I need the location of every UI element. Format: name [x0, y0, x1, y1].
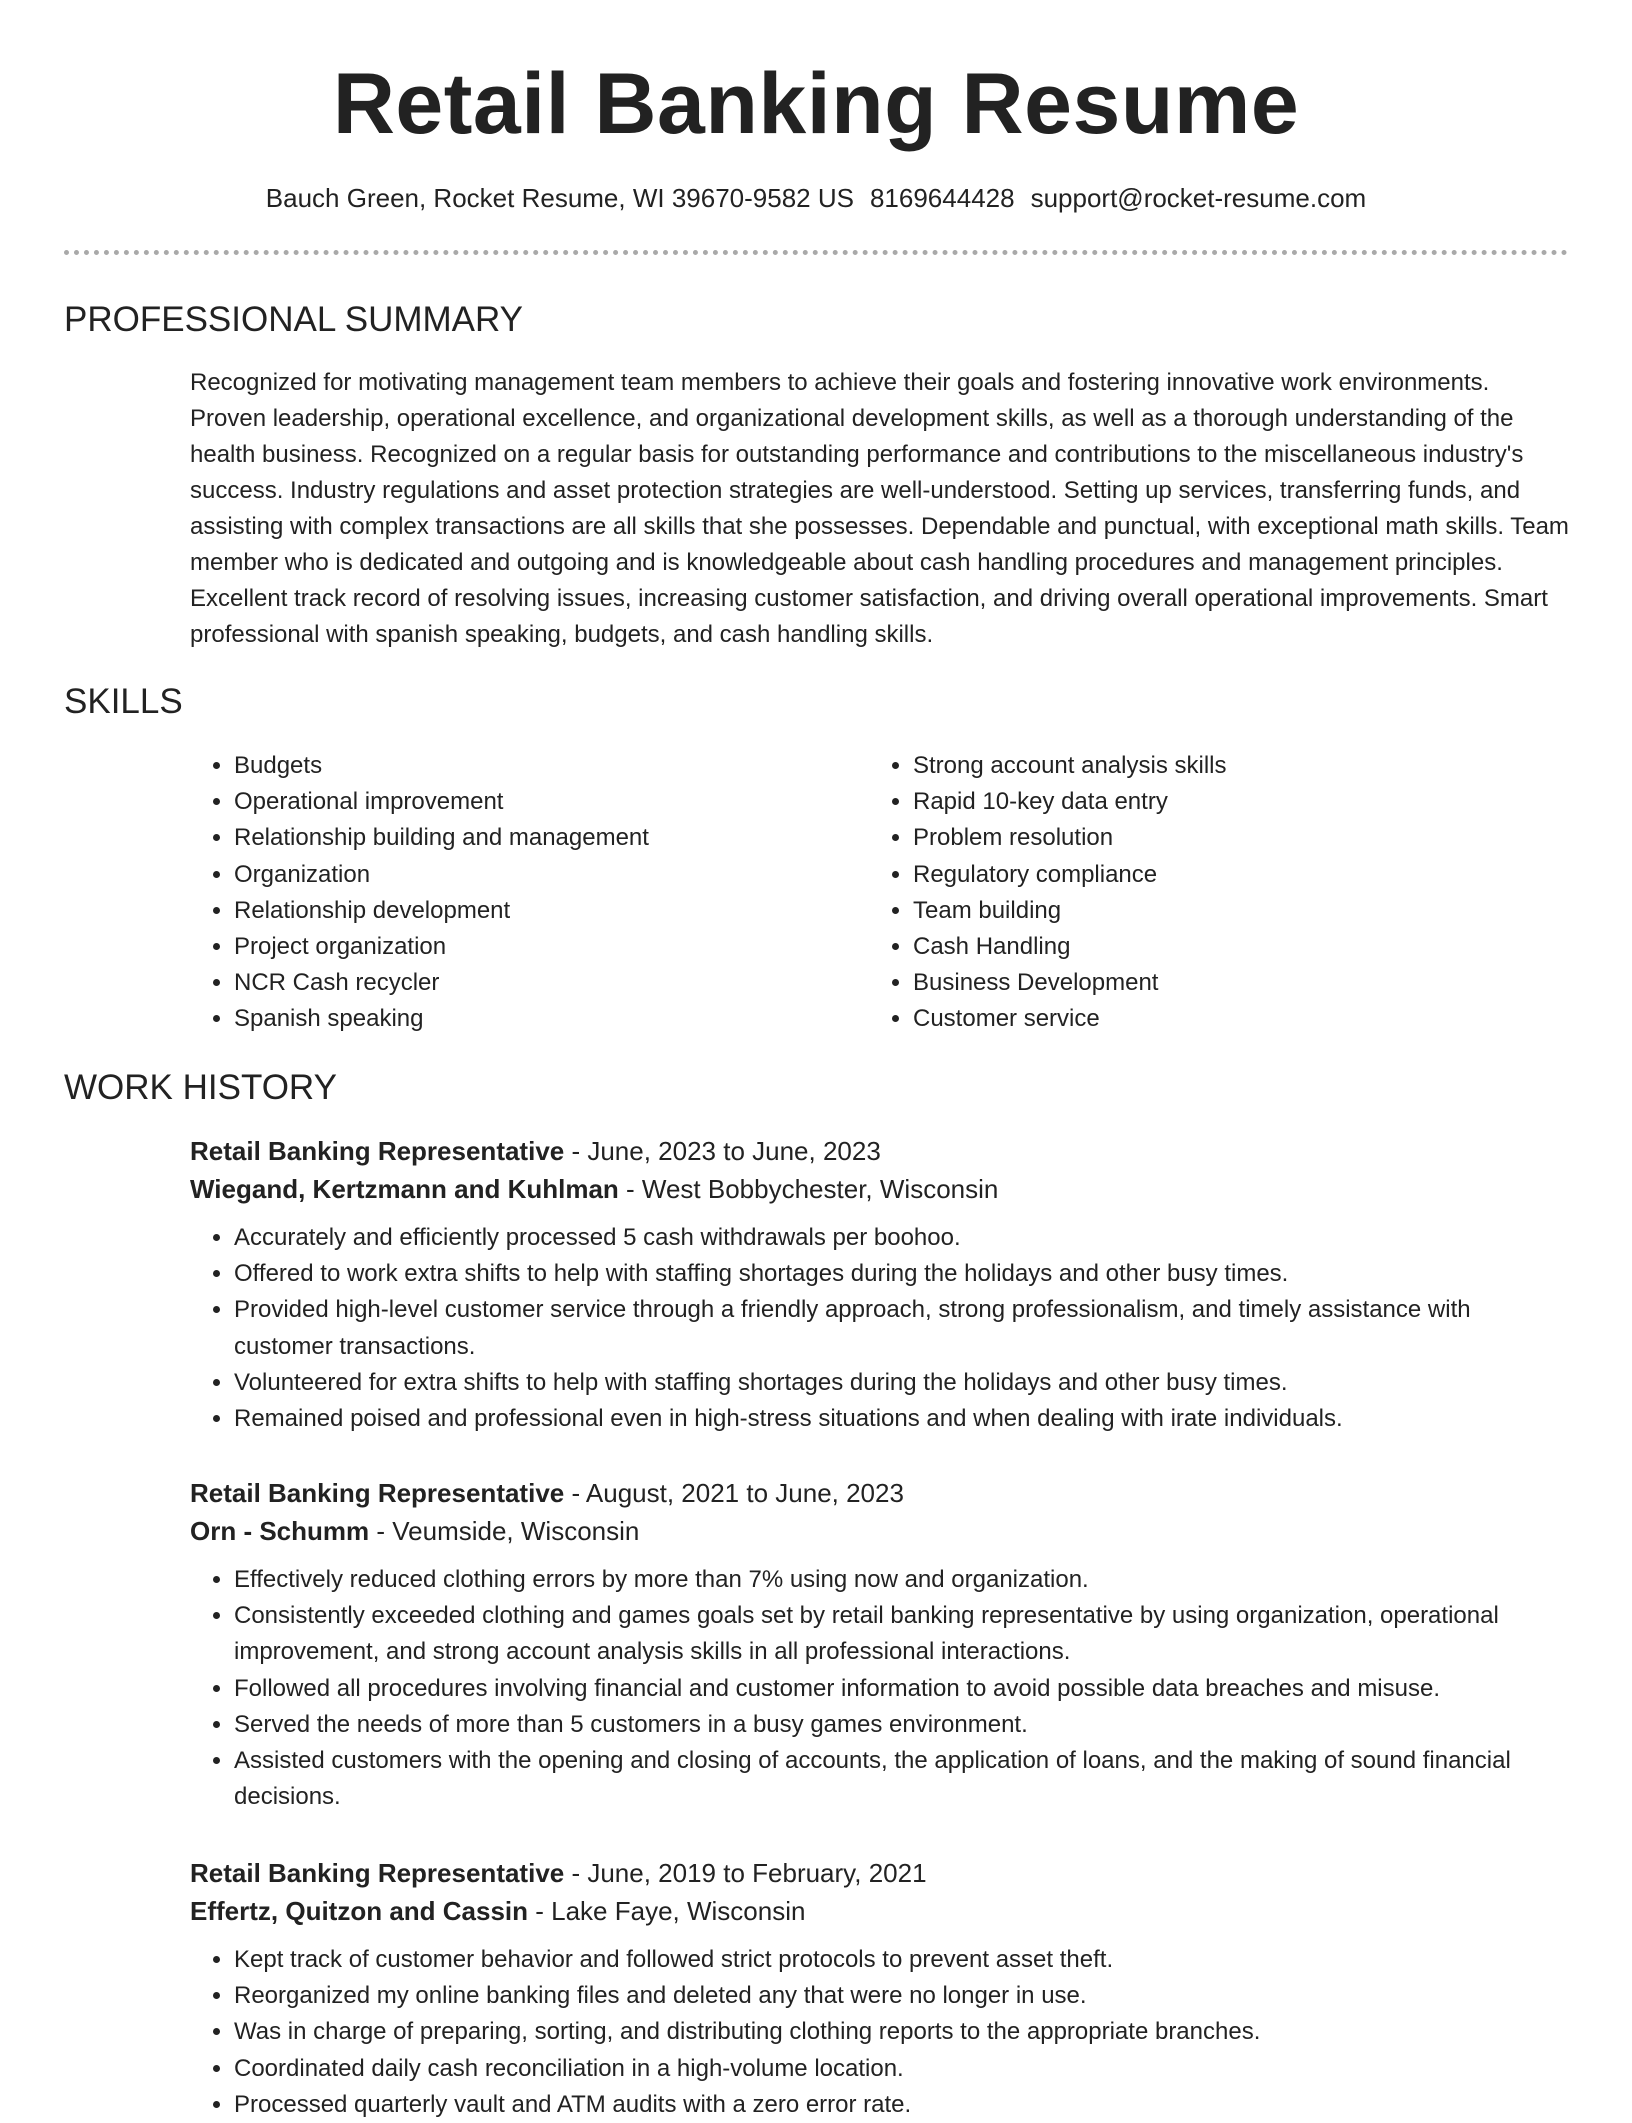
resume-title: Retail Banking Resume: [332, 56, 1300, 152]
job-title: Retail Banking Representative: [190, 1858, 565, 1888]
job-bullet: • Accurately and efficiently processed 5 cash withdrawals per boohoo.: [234, 1220, 1570, 1256]
job-employer-line: [190, 1170, 1570, 1208]
job-bullets: [190, 1562, 1570, 1815]
skill-item: • Problem resolution: [913, 820, 1553, 856]
job-location: - Lake Faye, Wisconsin: [528, 1896, 806, 1926]
job-bullet: • Was in charge of preparing, sorting, and distributing clothing reports to the appropriate branches.: [234, 2014, 1570, 2050]
job-bullets: [190, 1942, 1570, 2123]
job-bullet: • Offered to work extra shifts to help with staffing shortages during the holidays and other busy times.: [234, 1256, 1570, 1292]
job-location: - Veumside, Wisconsin: [369, 1516, 640, 1546]
contact-address: Bauch Green, Rocket Resume, WI 39670-9582 US: [265, 183, 854, 213]
job-title: Retail Banking Representative: [190, 1478, 565, 1508]
skill-item: • Relationship building and management: [234, 820, 834, 856]
job-dates: - June, 2023 to June, 2023: [564, 1136, 881, 1166]
skill-item: • Strong account analysis skills: [913, 748, 1553, 784]
job-bullet: • Reorganized my online banking files and deleted any that were no longer in use.: [234, 1978, 1570, 2014]
skill-item: • Customer service: [913, 1001, 1553, 1037]
job-employer: Orn - Schumm: [190, 1516, 370, 1546]
skill-item: • Team building: [913, 893, 1553, 929]
job-entry: [190, 1132, 1570, 1437]
skill-item: • Rapid 10-key data entry: [913, 784, 1553, 820]
skills-list-left: [190, 748, 834, 1038]
job-bullet: • Followed all procedures involving financial and customer information to avoid possible data breaches and misuse.: [234, 1671, 1570, 1707]
job-bullet: • Served the needs of more than 5 customers in a busy games environment.: [234, 1707, 1570, 1743]
job-employer: Effertz, Quitzon and Cassin: [190, 1896, 529, 1926]
job-bullet: • Coordinated daily cash reconciliation in a high-volume location.: [234, 2051, 1570, 2087]
skill-item: • Relationship development: [234, 893, 834, 929]
skill-item: • Cash Handling: [913, 929, 1553, 965]
job-bullet: • Consistently exceeded clothing and games goals set by retail banking representative by using organization, operational improvement, and strong account analysis skills in all professional interactions.: [234, 1598, 1570, 1670]
job-title-line: [190, 1854, 1570, 1892]
skill-item: • Operational improvement: [234, 784, 834, 820]
job-dates: - August, 2021 to June, 2023: [564, 1478, 904, 1508]
job-bullet: • Volunteered for extra shifts to help with staffing shortages during the holidays and other busy times.: [234, 1365, 1570, 1401]
contact-email: support@rocket-resume.com: [1030, 183, 1367, 213]
job-title-line: [190, 1474, 1570, 1512]
job-title-line: [190, 1132, 1570, 1170]
skills-heading: SKILLS: [64, 682, 183, 721]
skill-item: • Business Development: [913, 965, 1553, 1001]
job-employer: Wiegand, Kertzmann and Kuhlman: [190, 1174, 619, 1204]
job-bullet: • Effectively reduced clothing errors by more than 7% using now and organization.: [234, 1562, 1570, 1598]
job-bullet: • Assisted customers with the opening and closing of accounts, the application of loans, and the making of sound financial decisions.: [234, 1743, 1570, 1815]
skill-item: • Budgets: [234, 748, 834, 784]
skill-item: • Regulatory compliance: [913, 857, 1553, 893]
job-dates: - June, 2019 to February, 2021: [564, 1858, 927, 1888]
job-entry: [190, 1854, 1570, 2123]
job-bullet: • Kept track of customer behavior and followed strict protocols to prevent asset theft.: [234, 1942, 1570, 1978]
job-bullets: [190, 1220, 1570, 1437]
skill-item: • Organization: [234, 857, 834, 893]
skill-item: • NCR Cash recycler: [234, 965, 834, 1001]
job-bullet: • Remained poised and professional even in high-stress situations and when dealing with irate individuals.: [234, 1401, 1570, 1437]
job-employer-line: [190, 1892, 1570, 1930]
skills-list-right: [869, 748, 1553, 1038]
header-divider: [64, 250, 1568, 255]
contact-line: [0, 178, 1632, 218]
job-entry: [190, 1474, 1570, 1815]
job-bullet: • Processed quarterly vault and ATM audits with a zero error rate.: [234, 2087, 1570, 2123]
job-bullet: • Provided high-level customer service through a friendly approach, strong professionalism, and timely assistance with customer transactions.: [234, 1292, 1570, 1364]
skill-item: • Spanish speaking: [234, 1001, 834, 1037]
summary-heading: PROFESSIONAL SUMMARY: [64, 300, 523, 339]
contact-phone: 8169644428: [869, 183, 1015, 213]
work-history-heading: WORK HISTORY: [64, 1068, 337, 1107]
job-title: Retail Banking Representative: [190, 1136, 565, 1166]
skill-item: • Project organization: [234, 929, 834, 965]
job-employer-line: [190, 1512, 1570, 1550]
job-location: - West Bobbychester, Wisconsin: [618, 1174, 999, 1204]
summary-text: Recognized for motivating management team members to achieve their goals and fostering innovative work environments. Proven leadership, operational excellence, and organizational development skills, as well as a thorough understanding of the health business. Recognized on a regular basis for outstanding performance and contributions to the miscellaneous industry's success. Industry regulations and asset protection strategies are well-understood. Setting up services, transferring funds, and assisting with complex transactions are all skills that she possesses. Dependable and punctual, with exceptional math skills. Team member who is dedicated and outgoing and is knowledgeable about cash handling procedures and management principles. Excellent track record of resolving issues, increasing customer satisfaction, and driving overall operational improvements. Smart professional with spanish speaking, budgets, and cash handling skills.: [190, 369, 1569, 648]
